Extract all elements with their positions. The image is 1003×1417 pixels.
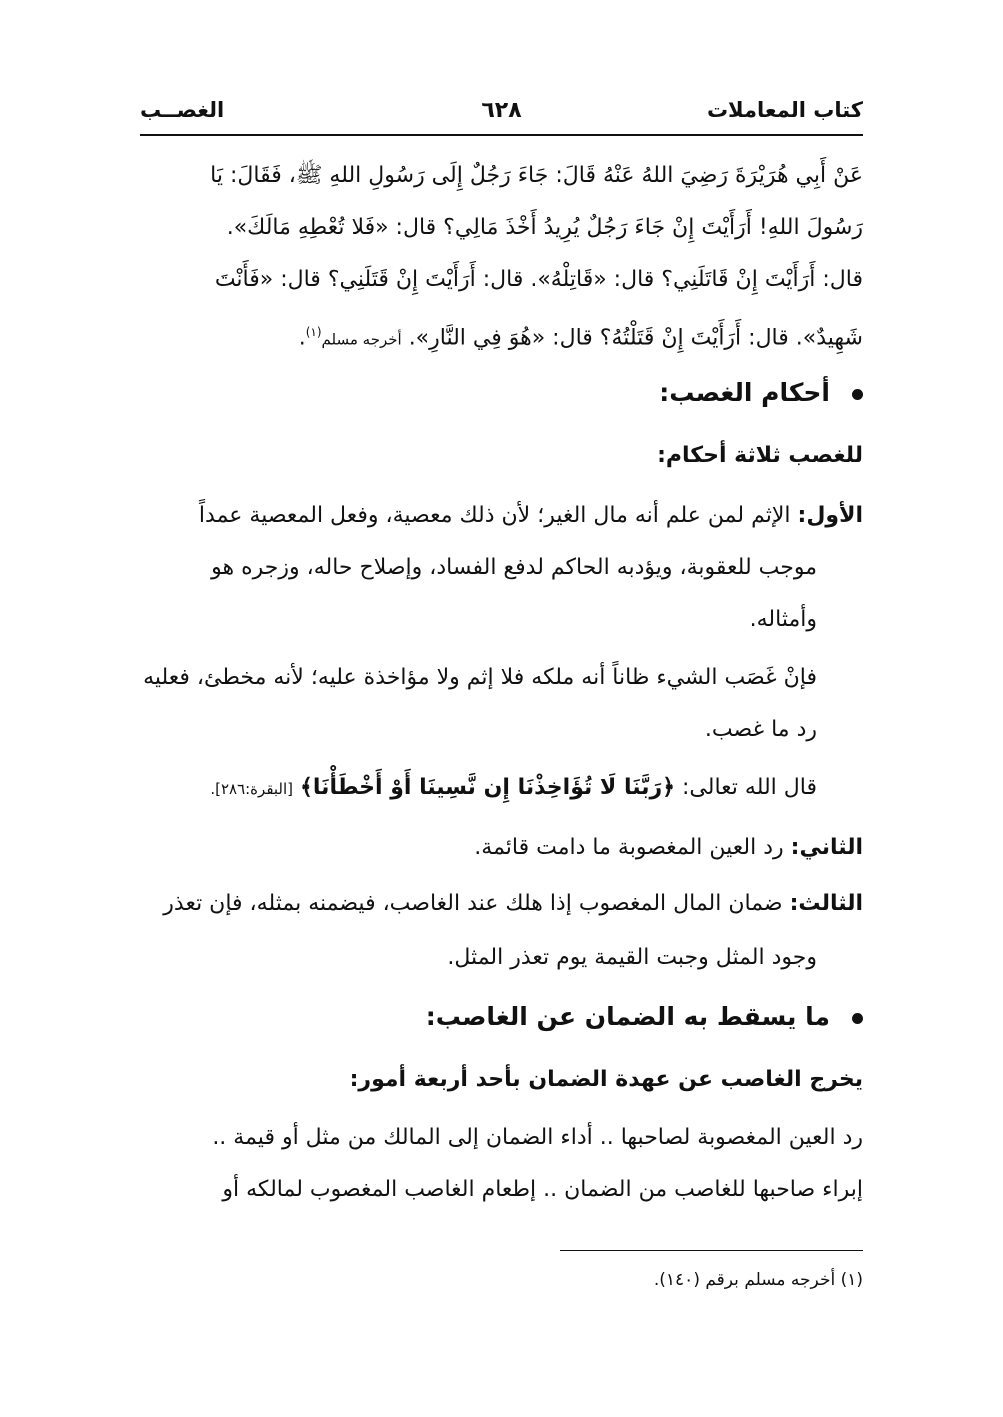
ruling-second — [474, 832, 863, 864]
quran-quote — [210, 772, 817, 805]
quran-reference: [البقرة:٢٨٦]. — [210, 780, 294, 798]
footnote-divider — [560, 1250, 863, 1251]
ruling-text: موجب للعقوبة، ويؤدبه الحاكم لدفع الفساد، وإصلاح حاله، وزجره هو — [211, 555, 817, 580]
header-divider — [140, 134, 863, 136]
footnote: (١) أخرجه مسلم برقم (١٤٠). — [653, 1270, 863, 1290]
paragraph-line: فإنْ غَصَب الشيء ظاناً أنه ملكه فلا إثم ولا مؤاخذة عليه؛ لأنه مخطئ، فعليه — [143, 665, 817, 690]
hadith-last-line: شَهِيدٌ». قال: أَرَأَيْتَ إِنْ قَتَلْتُهُ؟ قال: «هُوَ فِي النَّارِ». أخرجه مسلم$^{(١)}$. — [298, 325, 863, 351]
bullet-icon — [852, 389, 863, 400]
page-header — [140, 96, 863, 130]
hadith-line: قال: أَرَأَيْتَ إِنْ قَاتَلَنِي؟ قال: «قَاتِلْهُ». قال: أَرَأَيْتَ إِنْ قَتَلَنِي؟ قال: «فَأَنْتَ — [214, 267, 863, 292]
footnote-ref: (١) — [305, 325, 322, 339]
bullet-icon — [852, 1013, 863, 1024]
section-heading — [659, 378, 863, 407]
ruling-third — [163, 888, 863, 920]
ruling-text: الإثم لمن علم أنه مال الغير؛ لأن ذلك معصية، وفعل المعصية عمداً — [198, 503, 791, 528]
section-heading — [426, 1002, 863, 1031]
chapter-title: الغصــب — [140, 98, 225, 122]
ruling-label: الثالث: — [789, 891, 863, 916]
section-heading-text: ما يسقط به الضمان عن الغاصب: — [425, 1002, 830, 1031]
page-number: ٦٢٨ — [481, 98, 522, 123]
ruling-first — [199, 500, 863, 532]
hadith-line: شَهِيدٌ». قال: أَرَأَيْتَ إِنْ قَتَلْتُهُ؟ قال: «هُوَ فِي النَّارِ». — [408, 325, 863, 351]
ruling-text: رد العين المغصوبة ما دامت قائمة. — [474, 835, 784, 860]
ruling-label: الثاني: — [790, 835, 863, 860]
book-title: كتاب المعاملات — [706, 98, 863, 122]
quran-verse: ﴿رَبَّنَا لَا تُؤَاخِذْنَا إِن نَّسِينَا أَوْ أَخْطَأْنَا﴾ — [300, 775, 676, 800]
ruling-label: الأول: — [797, 503, 863, 528]
paragraph-line: إبراء صاحبها للغاصب من الضمان .. إطعام الغاصب المغصوب لمالكه أو — [222, 1177, 863, 1202]
hadith-source: أخرجه مسلم — [321, 330, 402, 349]
paragraph-line: رد ما غصب. — [704, 717, 817, 742]
subheading: يخرج الغاصب عن عهدة الضمان بأحد أربعة أمور: — [349, 1067, 863, 1092]
ruling-text: وأمثاله. — [749, 607, 817, 632]
hadith-line: رَسُولَ اللهِ! أَرَأَيْتَ إِنْ جَاءَ رَجُلٌ يُرِيدُ أَخْذَ مَالِي؟ قال: «فَلا تُعْطِهِ مَالَكَ». — [226, 215, 863, 240]
quran-intro: قال الله تعالى: — [682, 775, 817, 800]
subheading: للغصب ثلاثة أحكام: — [657, 443, 863, 468]
paragraph-line: رد العين المغصوبة لصاحبها .. أداء الضمان إلى المالك من مثل أو قيمة .. — [212, 1125, 863, 1150]
ruling-text: وجود المثل وجبت القيمة يوم تعذر المثل. — [447, 945, 817, 970]
section-heading-text: أحكام الغصب: — [659, 378, 830, 407]
hadith-line: عَنْ أَبِي هُرَيْرَةَ رَضِيَ اللهُ عَنْهُ قَالَ: جَاءَ رَجُلٌ إِلَى رَسُولِ اللهِ ﷺ، فَقَالَ: يَا — [210, 163, 863, 188]
ruling-text: ضمان المال المغصوب إذا هلك عند الغاصب، فيضمنه بمثله، فإن تعذر — [163, 891, 783, 916]
